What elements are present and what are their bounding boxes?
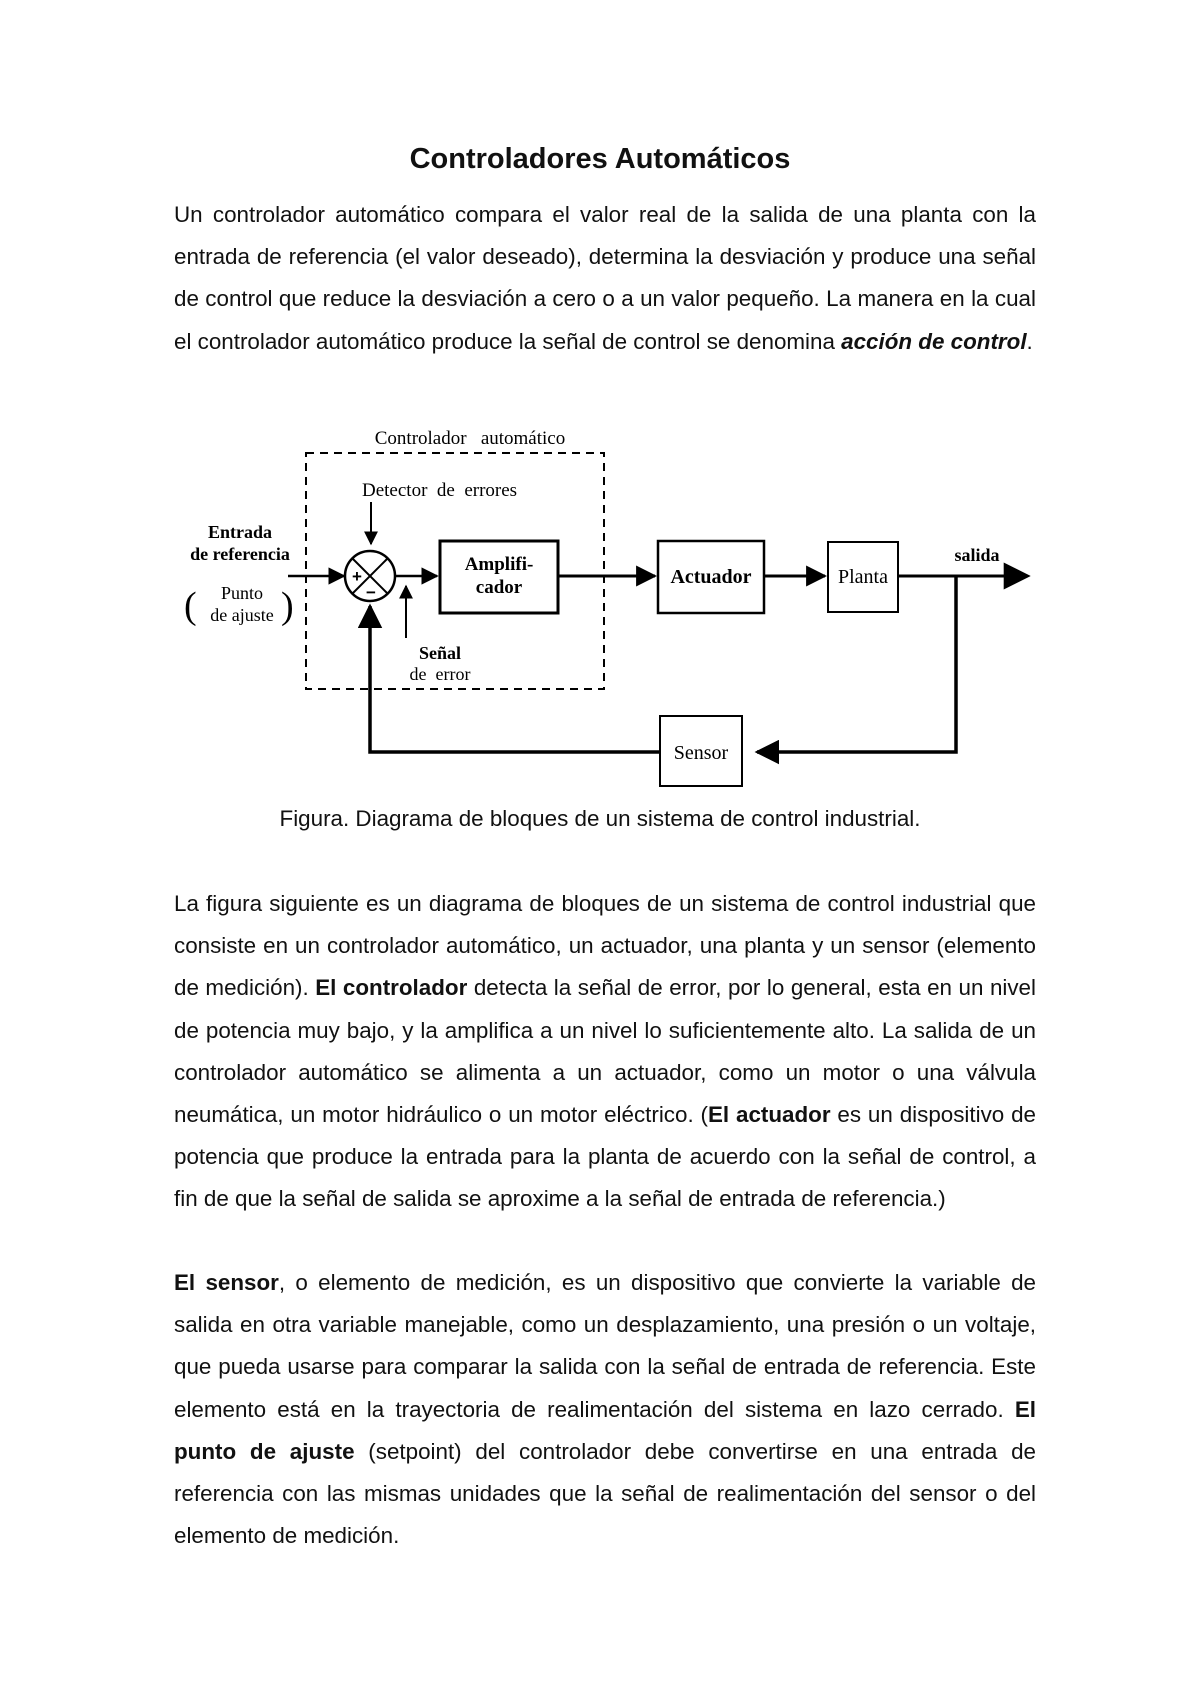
- minus-sign: −: [366, 583, 376, 602]
- paragraph-intro: [174, 194, 1036, 363]
- error-detector-label: Detector de errores: [362, 480, 518, 501]
- error-signal-label-line2: de error: [409, 664, 471, 684]
- bold-el-sensor: El sensor: [174, 1270, 279, 1295]
- paragraph-intro-end: .: [1026, 328, 1033, 354]
- emphasis-accion-de-control: acción de control: [841, 328, 1027, 354]
- input-label-line1: Entrada: [207, 522, 273, 542]
- input-label-line2: de referencia: [190, 544, 290, 564]
- amplifier-label-line2: cador: [475, 577, 523, 598]
- paragraph-description-part1: La figura siguiente es un diagrama de bloques de un sistema de control industrial que consiste en un controlador automático, un actuador, una planta y un sensor (elemento de medición).: [174, 891, 1036, 1001]
- paragraph-intro-text: Un controlador automático compara el valor real de la salida de una planta con la entrada de referencia (el valor deseado), determina la desviación y produce una señal de control que reduce la desviación a cero o a un valor pequeño. La manera en la cual el controlador automático produce la señal de control se denomina: [174, 202, 1036, 354]
- error-signal-label-line1: Señal: [418, 643, 462, 663]
- block-diagram: [170, 418, 1040, 793]
- plant-label: Planta: [838, 566, 888, 588]
- paragraph-description-part2: detecta la señal de error, por lo general, esta en un nivel de potencia muy bajo, y la amplifica a un nivel lo suficientemente alto. La salida de un controlador automático se alimenta a un actuador, como un motor o una válvula neumática, un motor hidráulico o un motor eléctrico. (: [174, 975, 1036, 1128]
- controller-box-label: Controlador automático: [374, 428, 566, 449]
- bold-el-controlador: El controlador: [315, 975, 468, 1001]
- setpoint-close-paren: ): [281, 585, 294, 627]
- paragraph-description-part3: es un dispositivo de potencia que produce la entrada para la planta de acuerdo con la señal de control, a fin de que la señal de salida se aproxime a la señal de entrada de referencia.): [174, 1102, 1036, 1212]
- setpoint-open-paren: (: [184, 585, 197, 627]
- output-label: salida: [954, 545, 1000, 565]
- document-title: Controladores Automáticos: [409, 143, 791, 175]
- setpoint-label-line1: Punto: [220, 583, 264, 603]
- figure-caption: Figura. Diagrama de bloques de un sistema de control industrial.: [279, 806, 921, 831]
- setpoint-label-line2: de ajuste: [210, 605, 274, 625]
- bold-el-actuador: El actuador: [708, 1102, 831, 1128]
- actuator-label: Actuador: [670, 566, 752, 588]
- paragraph-sensor: [174, 1262, 1036, 1557]
- paragraph-description: [174, 883, 1036, 1221]
- paragraph-sensor-part2: (setpoint) del controlador debe convertirse en una entrada de referencia con las mismas unidades que la señal de realimentación del sensor o del elemento de medición.: [174, 1438, 1036, 1549]
- plus-sign: +: [352, 567, 362, 586]
- paragraph-sensor-part1: , o elemento de medición, es un dispositivo que convierte la variable de salida en otra variable manejable, como un desplazamiento, una presión o un voltaje, que pueda usarse para comparar la salida con la señal de entrada de referencia. Este elemento está en la trayectoria de realimentación del sistema en lazo cerrado.: [174, 1270, 1036, 1422]
- bold-el-punto-de-ajuste: El punto de ajuste: [174, 1396, 1036, 1464]
- sensor-label: Sensor: [673, 742, 729, 764]
- amplifier-label-line1: Amplifi-: [464, 554, 534, 575]
